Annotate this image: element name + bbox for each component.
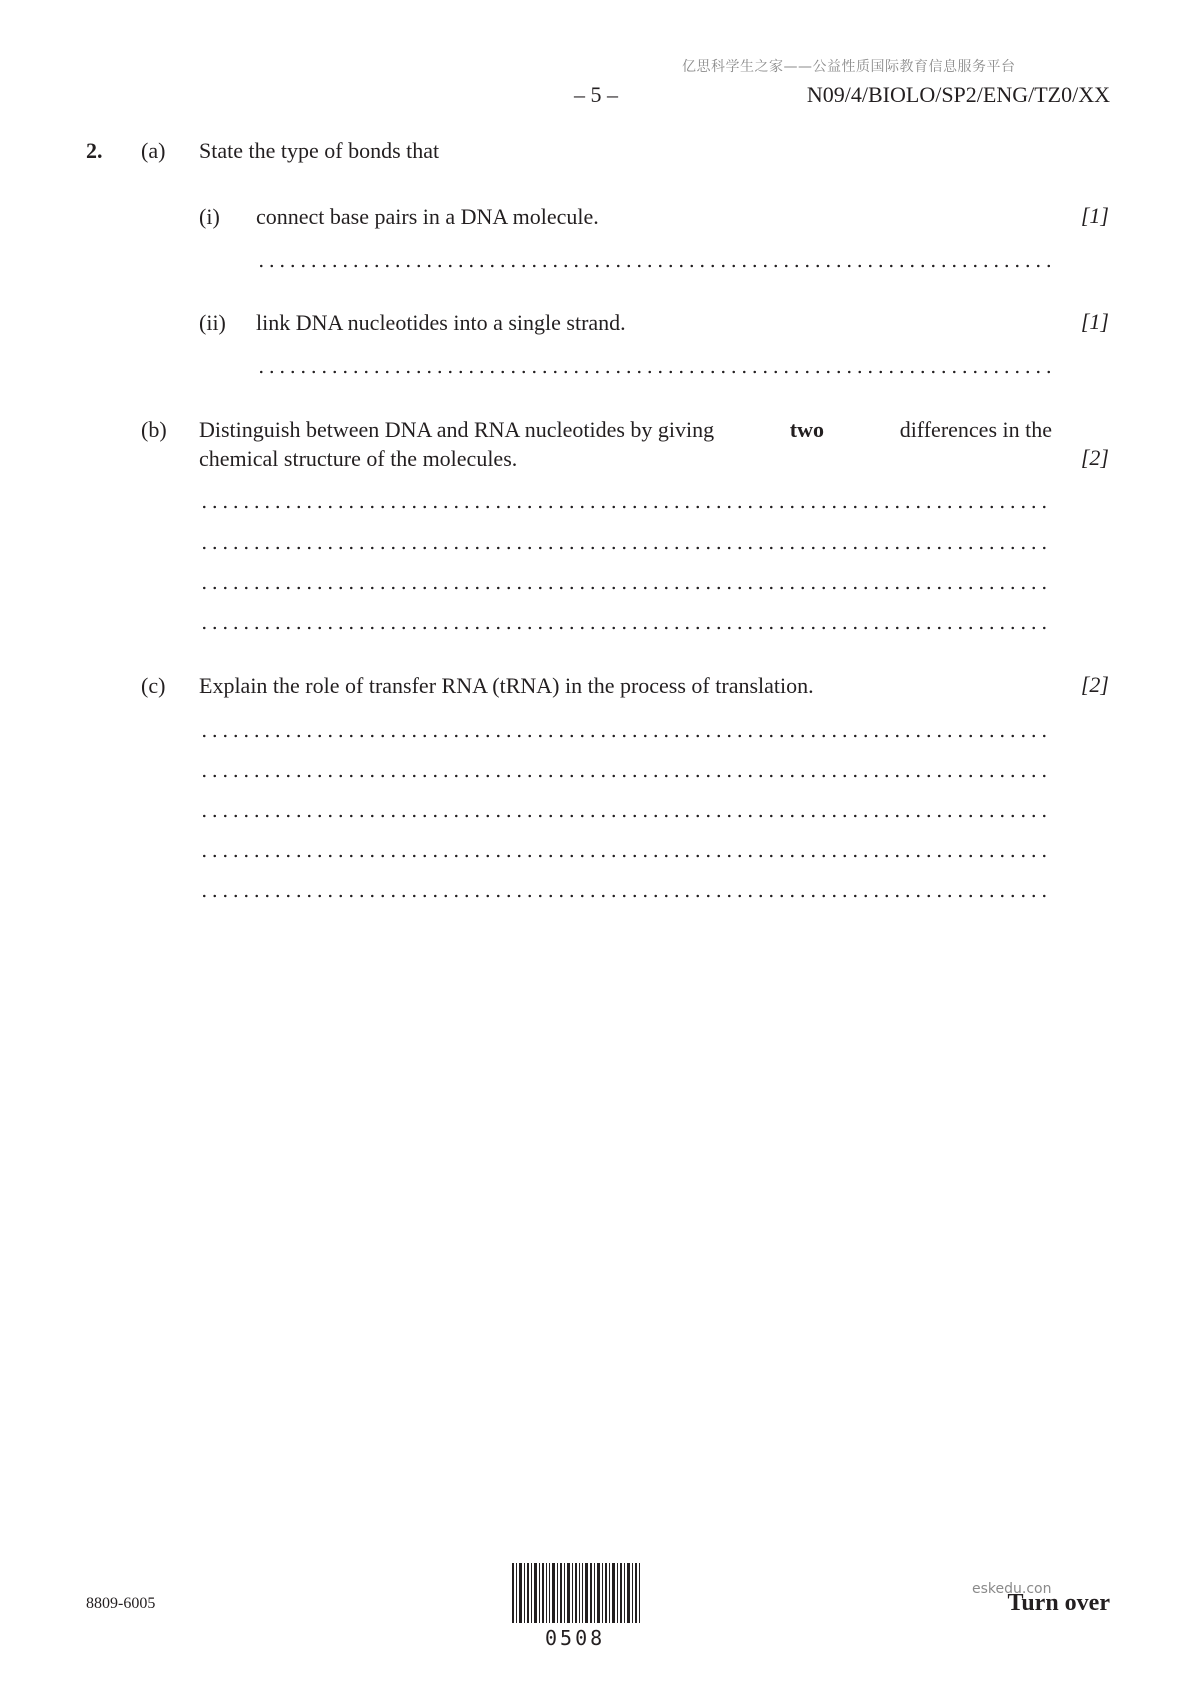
turn-over: Turn over: [1007, 1590, 1110, 1616]
part-b-line1-post: differences in the: [899, 417, 1052, 442]
part-a-i-label: (i): [199, 204, 220, 229]
footer-watermark: eskedu.con: [972, 1581, 1052, 1597]
part-b-line1-bold: two: [789, 417, 825, 442]
part-a-i-marks: [1]: [1080, 203, 1109, 228]
part-a-ii-label: (ii): [199, 310, 226, 335]
part-b-marks: [2]: [1080, 445, 1109, 470]
barcode-number: 0508: [545, 1626, 606, 1650]
header-watermark: 亿思科学生之家——公益性质国际教育信息服务平台: [682, 59, 1016, 75]
part-c-marks: [2]: [1080, 672, 1109, 697]
answer-line[interactable]: [199, 626, 1050, 630]
footer-code: 8809-6005: [86, 1595, 156, 1612]
answer-line[interactable]: [199, 505, 1050, 509]
answer-line[interactable]: [199, 546, 1050, 550]
answer-line[interactable]: [199, 586, 1050, 590]
part-a-label: (a): [141, 138, 166, 163]
answer-line[interactable]: [199, 894, 1050, 898]
answer-line[interactable]: [256, 264, 1050, 268]
answer-line[interactable]: [199, 774, 1050, 778]
answer-line[interactable]: [199, 854, 1050, 858]
part-a-i-text: connect base pairs in a DNA molecule.: [256, 204, 599, 229]
barcode: [512, 1563, 640, 1623]
answer-line[interactable]: [256, 370, 1050, 374]
part-a-ii-text: link DNA nucleotides into a single strand.: [256, 310, 626, 335]
part-a-stem: State the type of bonds that: [199, 138, 440, 163]
question-number: 2.: [86, 138, 103, 163]
paper-code: N09/4/BIOLO/SP2/ENG/TZ0/XX: [806, 82, 1110, 107]
part-b-line2: chemical structure of the molecules.: [199, 446, 518, 471]
part-b-label: (b): [141, 417, 167, 442]
answer-line[interactable]: [199, 814, 1050, 818]
page-number: – 5 –: [574, 82, 618, 107]
part-b-line1: [199, 416, 1052, 444]
part-c-text: Explain the role of transfer RNA (tRNA) in the process of translation.: [199, 673, 814, 698]
answer-line[interactable]: [199, 734, 1050, 738]
part-b-line1-pre: Distinguish between DNA and RNA nucleotides by giving: [199, 417, 715, 442]
part-c-label: (c): [141, 673, 166, 698]
part-a-ii-marks: [1]: [1080, 309, 1109, 334]
